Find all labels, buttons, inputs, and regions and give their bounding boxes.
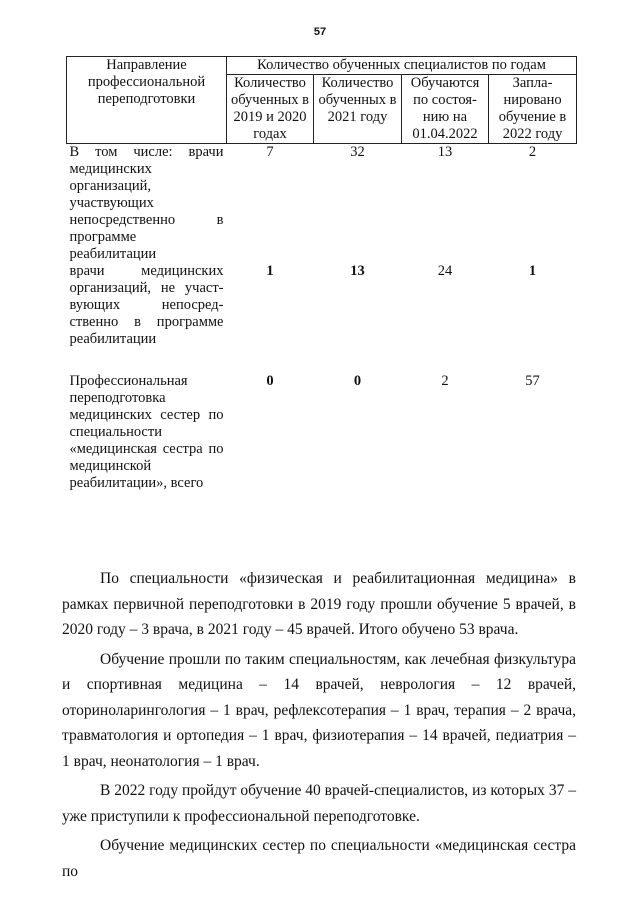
row-value: 1 — [528, 263, 537, 279]
row-value: 0 — [353, 373, 362, 389]
row-value: 1 — [266, 263, 274, 279]
row-value: 7 — [266, 144, 274, 160]
header-group: Количество обученных специалистов по годам — [227, 57, 577, 75]
body-text — [62, 566, 576, 888]
training-table — [66, 56, 577, 492]
row-direction: Профессиональная переподготовка медицинских сестер по специальности «медицинская сестра по медицинской реабилитации», всего — [69, 373, 224, 491]
header-direction: Направление профессиональной переподготовки — [67, 57, 227, 144]
header-col-2021: Количество обученных в 2021 году — [314, 75, 402, 144]
row-direction: В том числе: врачи медицинских организаций, участвующих непосредственно в программе реабилитации — [69, 144, 224, 262]
row-value: 13 — [350, 263, 365, 279]
row-value: 2 — [441, 373, 449, 389]
row-value: 0 — [266, 373, 274, 389]
paragraph: Обучение медицинских сестер по специальности «медицинская сестра по — [62, 837, 576, 880]
paragraph: По специальности «физическая и реабилитационная медицина» в рамках первичной переподготовки в 2019 году прошли обучение 5 врачей, в 2020 году – 3 врача, в 2021 году – 45 врачей. Итого обучено 53 врача. — [62, 570, 576, 638]
table-row — [67, 144, 577, 264]
header-col-2019-2020: Количество обученных в 2019 и 2020 годах — [227, 75, 314, 144]
paragraph: В 2022 году пройдут обучение 40 врачей-специалистов, из которых 37 – уже приступили к профессиональной переподготовке. — [62, 782, 576, 825]
header-col-planned-2022: Запла-нировано обучение в 2022 году — [489, 75, 577, 144]
paragraph: Обучение прошли по таким специальностям, как лечебная физкультура и спортивная медицина – 14 врачей, неврология – 12 врачей, оториноларингология – 1 врач, рефлексотерапия – 1 врач, терапия – 2 врача, травматология и ортопедия – 1 врач, физиотерапия – 14 врачей, педиатрия – 1 врач, неонатология – 1 врач. — [62, 650, 576, 770]
row-value: 2 — [528, 144, 537, 160]
row-value: 13 — [437, 144, 453, 160]
table-row — [67, 263, 577, 348]
row-value: 32 — [350, 144, 365, 160]
page-number: 57 — [313, 26, 327, 38]
row-direction: врачи медицинских организаций, не участ-вующих непосред-ственно в программе реабилитации — [69, 263, 224, 347]
row-value: 24 — [437, 263, 453, 279]
row-value: 57 — [525, 373, 540, 389]
header-col-current: Обучаются по состоя-нию на 01.04.2022 — [402, 75, 489, 144]
table-row — [67, 373, 577, 492]
